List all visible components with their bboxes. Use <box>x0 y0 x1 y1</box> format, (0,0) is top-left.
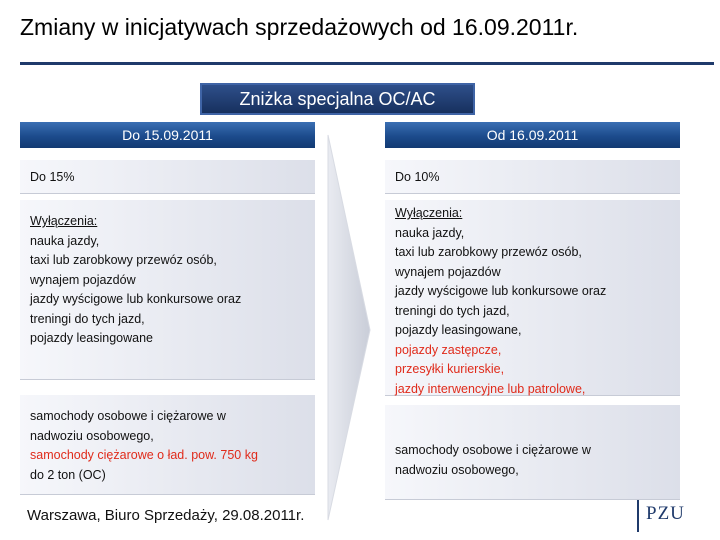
left-vehicles-list <box>30 407 305 485</box>
right-exclusion-item: pojazdy zastępcze, <box>395 342 502 357</box>
left-exclusions-label: Wyłączenia: <box>30 214 98 228</box>
slide-title: Zmiany w inicjatywach sprzedażowych od 16.09.2011r. <box>20 14 579 40</box>
right-vehicle-item: samochody osobowe i ciężarowe w <box>395 443 591 457</box>
right-exclusions-list <box>395 224 670 400</box>
right-column-header: Od 16.09.2011 <box>385 122 680 148</box>
transition-arrow-icon <box>320 130 380 525</box>
left-exclusion-item: taxi lub zarobkowy przewóz osób, <box>30 253 217 267</box>
left-exclusion-item: wynajem pojazdów <box>30 272 136 287</box>
left-exclusions-box <box>20 200 315 380</box>
offer-banner: Zniżka specjalna OC/AC <box>200 83 475 115</box>
right-exclusion-item: nauka jazdy, <box>395 225 465 240</box>
left-vehicle-item: nadwoziu osobowego, <box>30 428 154 443</box>
left-discount-box <box>20 160 315 194</box>
right-exclusions-box <box>385 200 680 396</box>
title-divider <box>20 62 714 65</box>
right-exclusion-item: jazdy wyścigowe lub konkursowe oraz <box>395 284 607 298</box>
right-exclusion-item: wynajem pojazdów <box>395 264 501 279</box>
left-exclusion-item: treningi do tych jazd, <box>30 311 145 326</box>
right-vehicles-box <box>385 405 680 500</box>
left-vehicle-item: samochody osobowe i ciężarowe w <box>30 409 226 423</box>
right-exclusion-item: przesyłki kurierskie, <box>395 362 505 376</box>
left-exclusion-item: nauka jazdy, <box>30 233 100 248</box>
right-exclusion-item: taxi lub zarobkowy przewóz osób, <box>395 245 582 259</box>
right-exclusion-item: pojazdy leasingowane, <box>395 323 522 337</box>
left-discount-text: Do 15% <box>30 170 75 184</box>
left-vehicle-item: samochody ciężarowe o ład. pow. 750 kg <box>30 448 258 462</box>
right-exclusion-item: jazdy interwencyjne lub patrolowe, <box>395 381 586 396</box>
left-exclusions-list <box>30 232 305 349</box>
footer-text: Warszawa, Biuro Sprzedaży, 29.08.2011r. <box>27 507 305 524</box>
left-exclusion-item: pojazdy leasingowane <box>30 331 154 345</box>
left-column-header: Do 15.09.2011 <box>20 122 315 148</box>
right-discount-text: Do 10% <box>395 170 440 184</box>
right-exclusions-label: Wyłączenia: <box>395 206 463 220</box>
right-vehicles-list <box>395 441 670 480</box>
left-vehicle-item: do 2 ton (OC) <box>30 467 106 482</box>
left-vehicles-box <box>20 395 315 495</box>
left-exclusion-item: jazdy wyścigowe lub konkursowe oraz <box>30 292 242 306</box>
right-exclusion-item: treningi do tych jazd, <box>395 303 510 318</box>
pzu-logo: PZU <box>646 503 685 524</box>
logo-divider <box>637 500 639 532</box>
right-vehicle-item: nadwoziu osobowego, <box>395 462 519 477</box>
right-discount-box <box>385 160 680 194</box>
